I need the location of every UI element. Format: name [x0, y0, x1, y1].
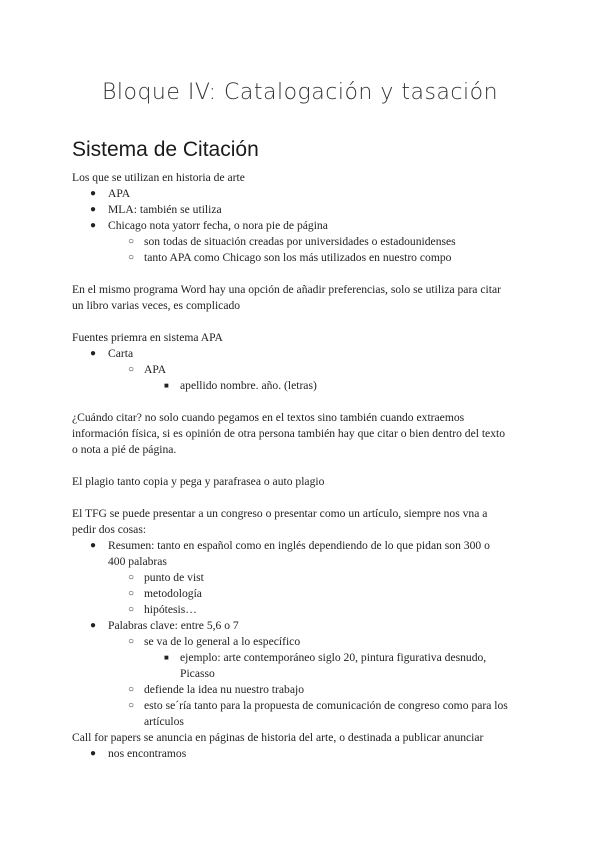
bullet-disc-icon: ●: [90, 188, 97, 199]
list-item: ● MLA: también se utiliza: [90, 203, 222, 216]
bullet-circle-icon: ○: [128, 700, 135, 711]
paragraph: información física, si es opinión de otra persona también hay que citar o bien dentro del texto: [72, 427, 506, 440]
bullet-circle-icon: ○: [128, 588, 135, 599]
paragraph: o nota a pié de página.: [72, 443, 177, 456]
bullet-circle-icon: ○: [128, 684, 135, 695]
bullet-disc-icon: ●: [90, 348, 97, 359]
bullet-circle-icon: ○: [128, 236, 135, 247]
bullet-circle-icon: ○: [128, 572, 135, 583]
list-item-continuation: artículos: [144, 715, 184, 728]
paragraph: El TFG se puede presentar a un congreso o presentar como un artículo, siempre nos vna a: [72, 507, 488, 520]
bullet-list: [72, 346, 532, 394]
list-item: ● Chicago nota yatorr fecha, o nora pie de página: [90, 219, 328, 232]
bullet-circle-icon: ○: [128, 636, 135, 647]
list-item: ● nos encontramos: [90, 747, 187, 760]
list-item: ● APA: [90, 187, 131, 200]
paragraph: un libro varias veces, es complicado: [72, 299, 241, 312]
bullet-disc-icon: ●: [90, 620, 97, 631]
list-item: ■ ejemplo: arte contemporáneo siglo 20, pintura figurativa desnudo,: [164, 651, 487, 664]
bullet-circle-icon: ○: [128, 252, 135, 263]
bullet-disc-icon: ●: [90, 220, 97, 231]
list-item: ○ APA: [128, 363, 167, 376]
document-body: [72, 170, 532, 762]
paragraph: En el mismo programa Word hay una opción de añadir preferencias, solo se utiliza para citar: [72, 283, 501, 296]
paragraph: pedir dos cosas:: [72, 523, 147, 536]
list-item: ○ esto se´ría tanto para la propuesta de comunicación de congreso como para los: [128, 699, 508, 712]
bullet-list: [72, 538, 532, 730]
list-item: ● Palabras clave: entre 5,6 o 7: [90, 619, 239, 632]
bullet-circle-icon: ○: [128, 604, 135, 615]
list-item: ○ punto de vist: [128, 571, 204, 584]
list-item: ● Resumen: tanto en español como en inglés dependiendo de lo que pidan son 300 o: [90, 539, 490, 552]
list-item: ○ defiende la idea nu nuestro trabajo: [128, 683, 304, 696]
paragraph: Fuentes priemra en sistema APA: [72, 331, 223, 344]
list-item-continuation: 400 palabras: [108, 555, 167, 568]
list-item: ■ apellido nombre. año. (letras): [164, 379, 317, 392]
paragraph: El plagio tanto copia y pega y parafrasea o auto plagio: [72, 475, 325, 488]
list-item: ● Carta: [90, 347, 134, 360]
section-heading: Sistema de Citación: [72, 138, 259, 161]
bullet-list: [72, 746, 532, 762]
list-item: ○ son todas de situación creadas por universidades o estadounidenses: [128, 235, 456, 248]
list-item: ○ hipótesis…: [128, 603, 197, 616]
bullet-list: [72, 186, 532, 266]
bullet-circle-icon: ○: [128, 364, 135, 375]
bullet-disc-icon: ●: [90, 204, 97, 215]
bullet-square-icon: ■: [164, 381, 169, 390]
paragraph: Los que se utilizan en historia de arte: [72, 171, 245, 184]
list-item: ○ tanto APA como Chicago son los más utilizados en nuestro compo: [128, 251, 452, 264]
list-item: ○ metodología: [128, 587, 202, 600]
paragraph: Call for papers se anuncia en páginas de historia del arte, o destinada a publicar anunciar: [72, 731, 484, 744]
list-item-continuation: Picasso: [180, 667, 215, 680]
bullet-disc-icon: ●: [90, 540, 97, 551]
document-title: Bloque IV: Catalogación y tasación: [101, 80, 499, 105]
bullet-square-icon: ■: [164, 653, 169, 662]
list-item: ○ se va de lo general a lo específico: [128, 635, 301, 648]
paragraph: ¿Cuándo citar? no solo cuando pegamos en el textos sino también cuando extraemos: [72, 411, 465, 424]
bullet-disc-icon: ●: [90, 748, 97, 759]
